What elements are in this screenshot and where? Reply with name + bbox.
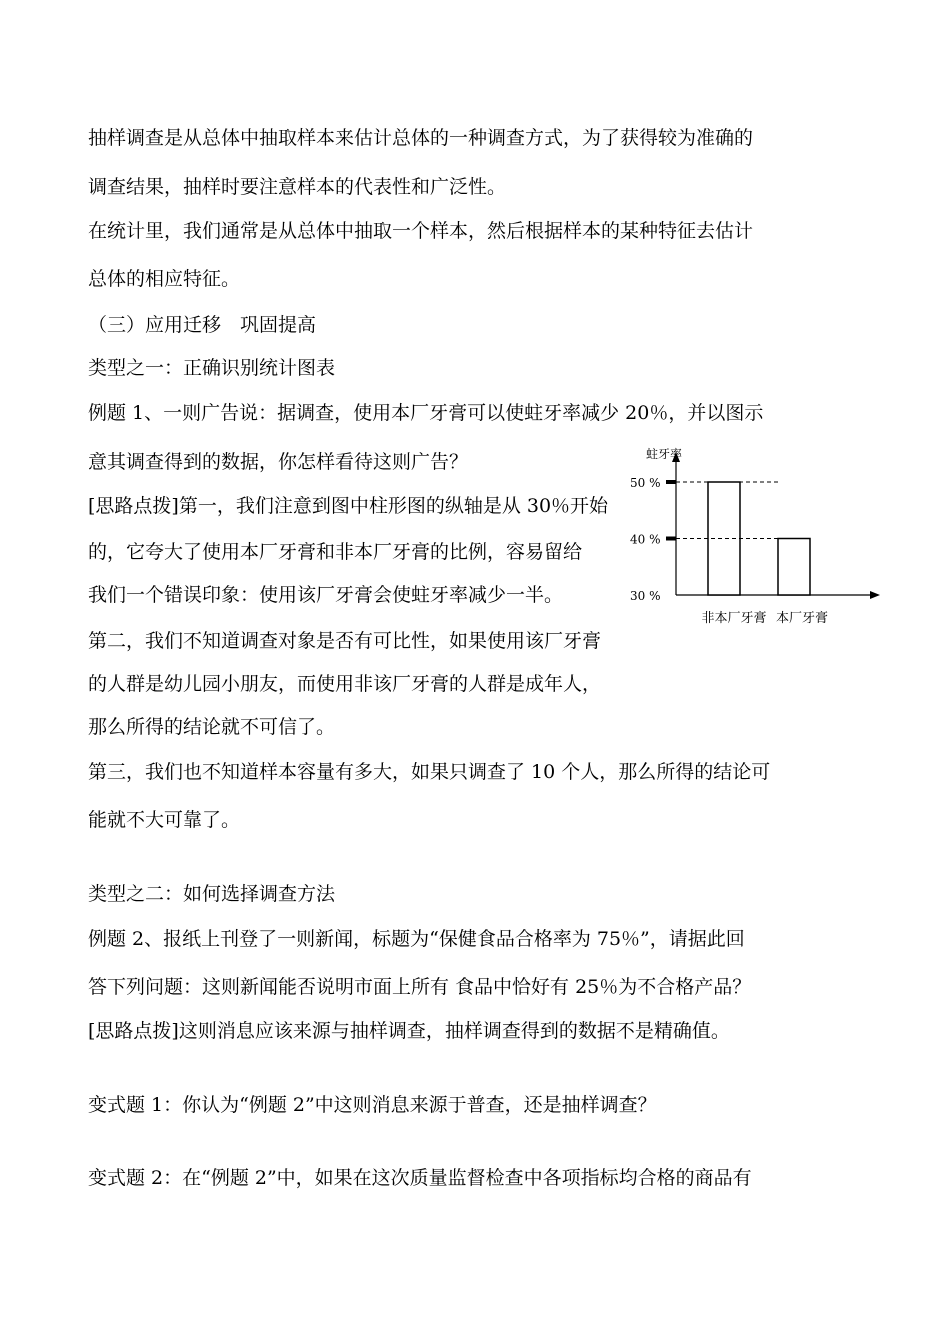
paragraph-line: [思路点拨]这则消息应该来源与抽样调查，抽样调查得到的数据不是精确值。	[88, 1020, 730, 1042]
x-category-label: 本厂牙膏	[775, 611, 829, 626]
chart-axes	[672, 452, 880, 599]
chart-ticks	[630, 476, 676, 603]
x-axis-arrow	[870, 591, 880, 599]
paragraph-line: 那么所得的结论就不可信了。	[88, 716, 336, 738]
paragraph-line: 我们一个错误印象：使用该厂牙膏会使蛀牙率减少一半。	[88, 584, 564, 606]
paragraph-line: 变式题 1：你认为“例题 2”中这则消息来源于普查，还是抽样调查？	[88, 1094, 657, 1116]
paragraph-line: 的，它夸大了使用本厂牙膏和非本厂牙膏的比例，容易留给	[88, 541, 583, 563]
paragraph-line: 答下列问题：这则新闻能否说明市面上所有 食品中恰好有 25％为不合格产品？	[88, 976, 752, 998]
y-axis-label: 蛀牙率	[646, 447, 683, 461]
paragraph-line: 抽样调查是从总体中抽取样本来估计总体的一种调查方式，为了获得较为准确的	[88, 127, 754, 149]
paragraph-line: 调查结果，抽样时要注意样本的代表性和广泛性。	[88, 176, 507, 198]
paragraph-line: 在统计里，我们通常是从总体中抽取一个样本，然后根据样本的某种特征去估计	[88, 220, 754, 242]
x-category-label: 非本厂牙膏	[701, 611, 767, 626]
paragraph-line: 能就不大可靠了。	[88, 809, 241, 831]
subsection-heading: 类型之一：正确识别统计图表	[88, 357, 336, 379]
subsection-heading: 类型之二：如何选择调查方法	[88, 883, 336, 905]
paragraph-line: 的人群是幼儿园小朋友，而使用非该厂牙膏的人群是成年人，	[88, 673, 602, 695]
paragraph-line: 第三，我们也不知道样本容量有多大，如果只调查了 10 个人，那么所得的结论可	[88, 761, 771, 783]
paragraph-line: 例题 2、报纸上刊登了一则新闻，标题为“保健食品合格率为 75％”，请据此回	[88, 928, 745, 950]
paragraph-line: 例题 1、一则广告说：据调查，使用本厂牙膏可以使蛀牙率减少 20％，并以图示	[88, 402, 764, 424]
bar	[778, 539, 810, 596]
paragraph-line: 变式题 2：在“例题 2”中，如果在这次质量监督检查中各项指标均合格的商品有	[88, 1167, 752, 1189]
y-tick-label: 50 %	[630, 476, 661, 490]
y-tick-mark	[666, 480, 676, 484]
paragraph-line: 总体的相应特征。	[88, 268, 241, 290]
paragraph-line: [思路点拨]第一，我们注意到图中柱形图的纵轴是从 30％开始	[88, 495, 609, 517]
paragraph-line: 意其调查得到的数据，你怎样看待这则广告？	[88, 451, 469, 473]
chart-bars	[676, 482, 810, 595]
section-heading: （三）应用迁移 巩固提高	[88, 314, 317, 336]
y-tick-mark	[666, 537, 676, 541]
bar-chart	[620, 440, 890, 640]
paragraph-line: 第二，我们不知道调查对象是否有可比性，如果使用该厂牙膏	[88, 630, 602, 652]
y-tick-label: 30 %	[630, 589, 661, 603]
y-tick-label: 40 %	[630, 532, 661, 547]
